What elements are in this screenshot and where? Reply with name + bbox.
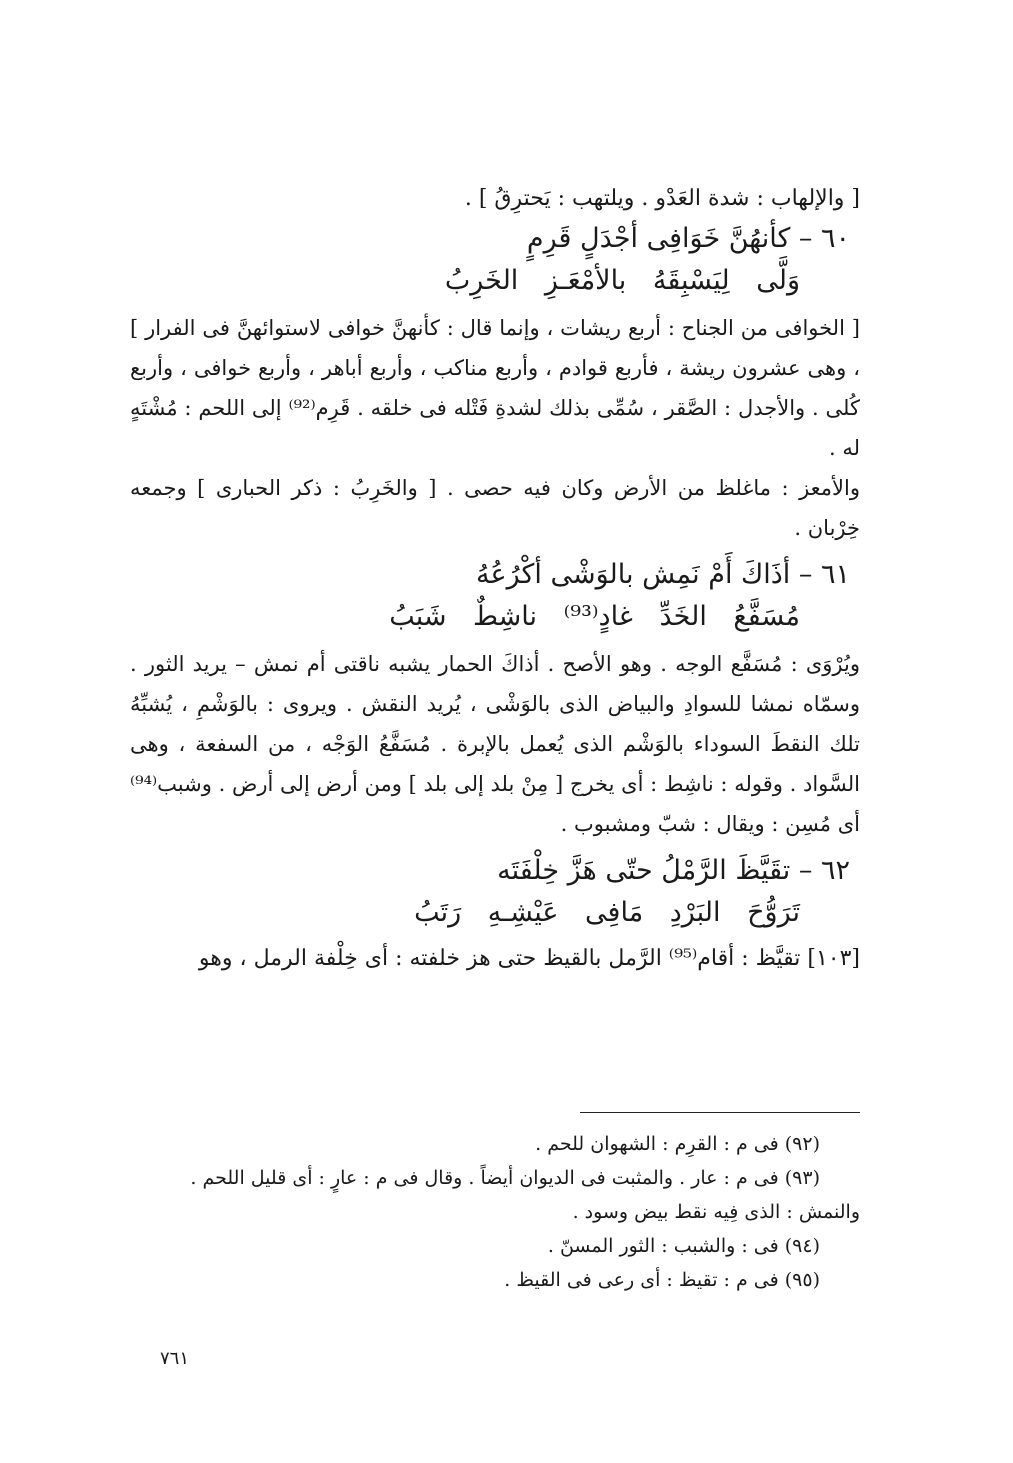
page-body bbox=[130, 180, 860, 978]
commentary-paragraph-3: ويُرْوَى : مُسَفَّع الوجه . وهو الأصح . أذاكَ الحمار يشبه ناقتى أم نمش – يريد الثور . وسمّاه نمشا للسوادِ والبياض الذى بالوَشْى ، يُريد النقش . ويروى : بالوَشْمِ ، يُشبِّهُ تلك النقطَ السوداء بالوَشْم الذى يُعمل بالإبرة . مُسَفَّعُ الوَجْه ، من السفعة ، وهى السَّواد . وقوله : ناشِط : أى يخرج [ مِنْ بلد إلى بلد ] ومن أرض إلى أرض . وشبب⁽⁹⁴⁾ أى مُسِن : ويقال : شبّ ومشبوب . bbox=[130, 652, 860, 836]
footnotes bbox=[130, 1112, 860, 1297]
verse-62-first-hemistich: ٦٢ – تقَيَّظَ الرَّمْلُ حتّى هَزَّ خِلْفَتَه bbox=[497, 855, 850, 886]
footnote-94: (٩٤) فى : والشبب : الثور المسنّ . bbox=[547, 1235, 820, 1257]
footnote-divider bbox=[580, 1112, 860, 1113]
verse-61-second-hemistich: مُسَفَّعُ الخَدِّ غادٍ⁽⁹³⁾ ناشِطٌ شَبَبُ bbox=[389, 601, 800, 632]
verse-61-first-hemistich: ٦١ – أذَاكَ أَمْ نَمِش بالوَشْى أكْرُعُهُ bbox=[476, 559, 850, 590]
verse-60-second-hemistich: وَلَّى لِيَسْبِقَهُ بالأمْعَـزِ الخَرِبُ bbox=[444, 265, 800, 296]
verse-60-first-hemistich: ٦٠ – كأنهُنَّ خَوَافِى أجْدَلٍ قَرِمٍ bbox=[526, 223, 850, 254]
page-number: ٧٦١ bbox=[160, 1348, 190, 1369]
commentary-paragraph-4: [١٠٣] تقيَّظ : أقام⁽⁹⁵⁾ الرَّمل بالقيظ حتى هز خلفته : أى خِلْفة الرمل ، وهو bbox=[198, 946, 860, 971]
footnote-93-continuation: والنمش : الذى فِيه نقط بيض وسود . bbox=[572, 1201, 860, 1223]
footnote-95: (٩٥) فى م : تقيظ : أى رعى فى القيظ . bbox=[504, 1269, 820, 1291]
commentary-paragraph-2: والأمعز : ماغلظ من الأرض وكان فيه حصى . [ والخَرِبُ : ذكر الحبارى ] وجمعه خِرْبان . bbox=[130, 476, 860, 540]
verse-62-second-hemistich: تَرَوُّحَ البَرْدِ مَافِى عَيْشِـهِ رَتَبُ bbox=[414, 897, 800, 928]
commentary-paragraph-1: [ الخوافى من الجناح : أربع ريشات ، وإنما قال : كأنهنَّ خوافى لاستوائهنَّ فى الفرار ] ، وهى عشرون ريشة ، فأربع قوادم ، وأربع مناكب ، وأربع أباهر ، وأربع خوافى ، وأربع كُلى . والأجدل : الصَّقر ، سُمِّى بذلك لشدةِ فَتْله فى خلقه . قَرِم⁽⁹²⁾ إلى اللحم : مُشْتَهٍ له . bbox=[130, 316, 860, 460]
intro-gloss: [ والإلهاب : شدة العَدْو . ويلتهب : يَحترِقُ ] . bbox=[464, 186, 860, 211]
footnote-93: (٩٣) فى م : عار . والمثبت فى الديوان أيضاً . وقال فى م : عارٍ : أى قليل اللحم . bbox=[190, 1167, 820, 1189]
footnote-92: (٩٢) فى م : القرِم : الشهوان للحم . bbox=[535, 1133, 820, 1155]
